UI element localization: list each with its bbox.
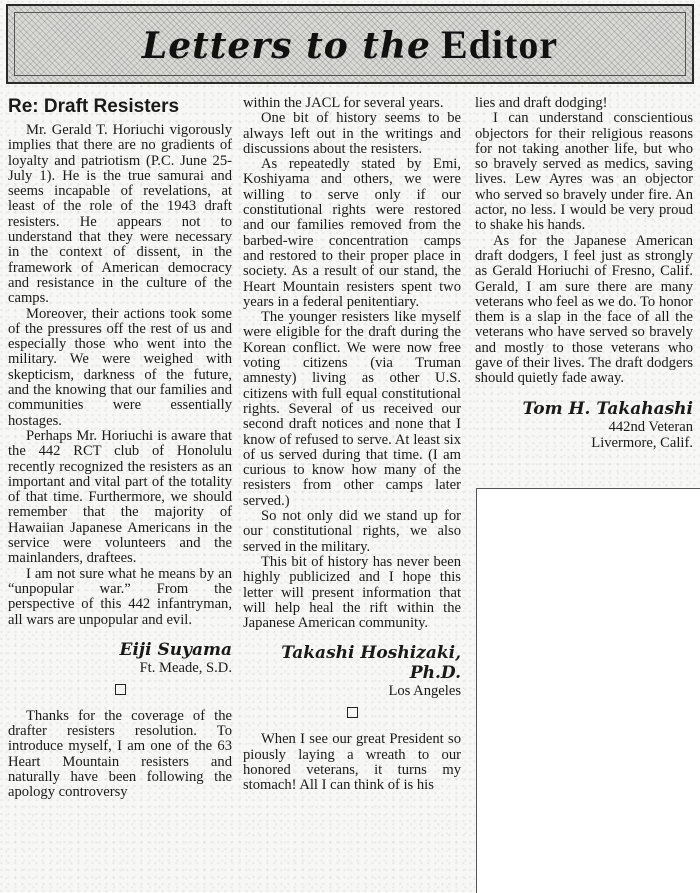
letter1-place: Ft. Meade, S.D. — [139, 659, 232, 676]
letter2-paragraph: Thanks for the coverage of the drafter resisters resolution. To introduce myself, I am one of the 63 Heart Mountain resisters and naturally have been following the apology controversy — [8, 707, 232, 801]
letter3-continuation: lies and draft dodging! — [475, 95, 608, 111]
banner-title — [142, 21, 558, 68]
letter3-place: Livermore, Calif. — [591, 434, 693, 451]
letter2-paragraph: So not only did we stand up for our constitutional rights, we also served in the military. — [243, 508, 461, 555]
letter2-paragraph: As repeatedly stated by Emi, Koshiyama and others, we were willing to serve only if our constitutional rights were restored and our families removed from the barbed-wire concentration camps and restored to their proper place in society. As a result of our stand, the Heart Mountain resisters spent two years in a federal penitentiary. — [243, 156, 461, 310]
end-of-letter-box-icon — [347, 707, 358, 718]
letter2-paragraph: One bit of history seems to be always left out in the writings and discussions about the resisters. — [243, 110, 461, 157]
letter2-place: Los Angeles — [388, 683, 461, 700]
letter3-paragraph: I can understand conscientious objectors for their religious reasons for not taking another life, but who so bravely served as medics, saving lives. Lew Ayres was an objector who served so bravely under fire. An actor, no less. I would be very proud to shake his hands. — [475, 110, 693, 234]
banner-title-bold: Editor — [440, 21, 559, 67]
letter1-paragraph: I am not sure what he means by an “unpopular war.” From the perspective of this 442 infantryman, all wars are unpopular and evil. — [8, 565, 232, 628]
letter2-signature: Takashi Hoshizaki, — [281, 643, 461, 664]
letter3-signature: Tom H. Takahashi — [522, 398, 693, 419]
letter2-continuation: within the JACL for several years. — [243, 95, 444, 111]
letter3-paragraph: When I see our great President so piously laying a wreath to our honored veterans, it turns my stomach! All I can think of is his — [243, 731, 461, 794]
column-3 — [475, 96, 693, 451]
end-of-letter-box-icon — [115, 684, 126, 695]
letter1-paragraph: Mr. Gerald T. Horiuchi vigorously implies that there are no gradients of loyalty and patriotism (P.C. June 25-July 1). He is the true samurai and seems incapable of revelations, at least of the role of the 1943 draft resisters. He appears not to understand that they were necessary in the context of dissent, in the framework of American democracy and resistance in the culture of the camps. — [8, 122, 232, 307]
blank-corner-area — [476, 488, 700, 893]
letter3-affiliation: 442nd Veteran — [608, 418, 693, 435]
column-2 — [243, 96, 461, 794]
letters-banner — [6, 4, 694, 84]
letter1-paragraph: Perhaps Mr. Horiuchi is aware that the 442 RCT club of Honolulu recently recognized the resisters as an important and vital part of the totality of that time. Furthermore, we should remember that the majority of Hawaiian Japanese Americans in the service were volunteers and the mainlanders, draftees. — [8, 427, 232, 567]
banner-title-script: Letters to the — [141, 24, 431, 67]
letter2-degree: Ph.D. — [409, 663, 461, 684]
letter1-signature: Eiji Suyama — [119, 639, 232, 660]
column-1 — [8, 96, 232, 801]
letter3-signature-block — [475, 399, 693, 451]
letter3-paragraph: As for the Japanese American draft dodgers, I feel just as strongly as Gerald Horiuchi of Fresno, Calif. Gerald, I am sure there are many veterans who feel as we do. To honor them is a slap in the face of all the veterans who have served so bravely and mostly to those veterans who gave of their lives. The draft dodgers should quietly fade away. — [475, 232, 693, 387]
letter1-signature-block — [8, 640, 232, 676]
letter2-paragraph: This bit of history has never been highly publicized and I hope this letter will present information that will help heal the rift within the Japanese American community. — [243, 553, 461, 632]
letter2-signature-block — [243, 643, 461, 699]
letter-headline: Re: Draft Resisters — [8, 96, 180, 117]
letter2-paragraph: The younger resisters like myself were eligible for the draft during the Korean conflict. We were now free voting citizens (via Truman amnesty) living as other U.S. citizens with full equal constitutional rights. Several of us received our second draft notices and none that I know of refused to serve. At least six of us served during that time. (I am curious to know how many of the resisters from other camps later served.) — [243, 309, 461, 509]
letter1-paragraph: Moreover, their actions took some of the pressures off the rest of us and especially those who went into the military. We were weighed with skepticism, darkness of the future, and the knowing that our families and communities were essentially hostages. — [8, 305, 232, 429]
